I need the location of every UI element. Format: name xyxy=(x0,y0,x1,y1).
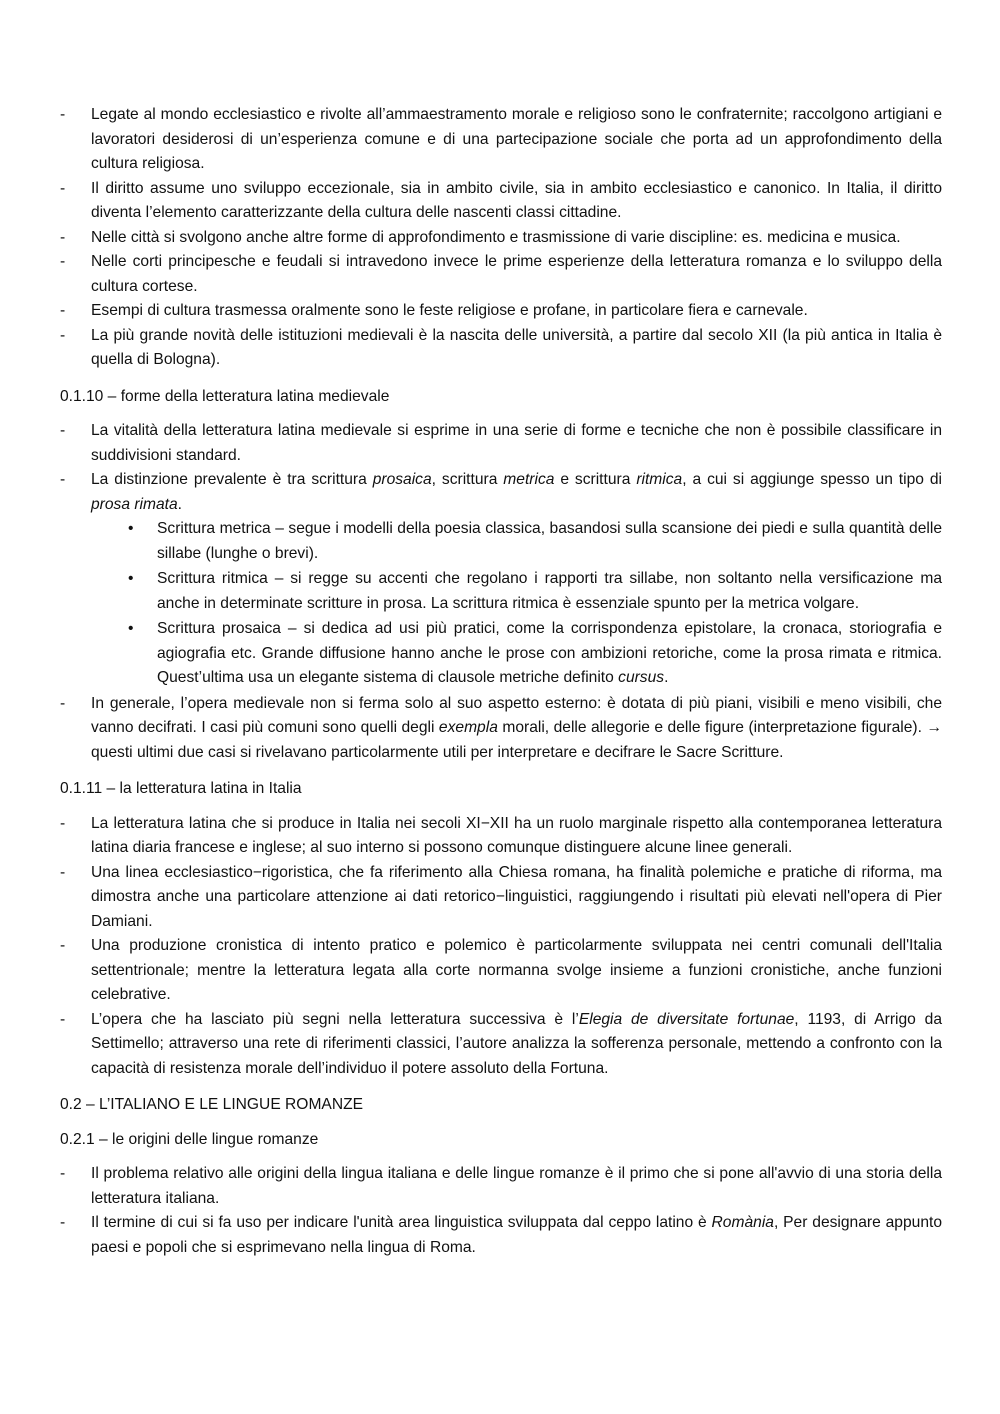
text-segment: , 1193, di Arrigo da Settimello; attraverso una rete di riferimenti classici, l’autore analizza la sofferenza personale, mettendo a confronto con la capacità di resistenza morale dell’individuo il potere assoluto della Fortuna. xyxy=(91,1010,942,1077)
text-segment: . xyxy=(177,495,183,513)
list-item-confraternite: - Legate al mondo ecclesiastico e rivolte all’ammaestramento morale e religioso sono le confraternite; raccolgono artigiani e lavoratori desiderosi di un’esperienza comune e di una partecipazione sociale che porta ad un approfondimento della cultura religiosa. xyxy=(60,103,942,177)
list-item-citta: - Nelle città si svolgono anche altre forme di approfondimento e trasmissione di varie discipline: es. medicina e musica. xyxy=(60,226,942,251)
italic-term: ritmica xyxy=(636,471,683,488)
list-item-romania xyxy=(60,1211,942,1260)
bullet-item-metrica: • Scrittura metrica – segue i modelli della poesia classica, basandosi sulla scansione dei piedi e sulla quantità delle sillabe (lunghe o brevi). xyxy=(91,517,942,566)
italic-term: Romània xyxy=(711,1214,774,1231)
italic-title: Elegia de diversitate fortunae xyxy=(578,1010,795,1028)
text-segment: e scrittura xyxy=(554,471,637,488)
list-item-diritto: - Il diritto assume uno sviluppo eccezionale, sia in ambito civile, sia in ambito ecclesiastico e canonico. In Italia, il diritto diventa l’elemento caratterizzante della cultura delle nascenti classi cittadine. xyxy=(60,177,942,226)
list-item-elegia xyxy=(60,1008,942,1082)
list-forme-letteratura xyxy=(60,419,942,765)
italic-term: cursus xyxy=(618,669,665,686)
text-segment: , scrittura xyxy=(431,471,504,488)
list-item-corti: - Nelle corti principesche e feudali si intravedono invece le prime esperienze della letteratura romanza e lo sviluppo della cultura cortese. xyxy=(60,250,942,299)
text-segment: , Per designare appunto paesi e popoli che si esprimevano nella lingua di Roma. xyxy=(91,1214,943,1256)
text-segment: morali, delle allegorie e delle figure (interpretazione figurale). → questi ultimi due casi si rivelavano particolarmente utili per interpretare e decifrare le Sacre Scritture. xyxy=(91,719,942,761)
list-item-distinzione xyxy=(60,468,942,691)
italic-term: metrica xyxy=(503,471,555,488)
list-item-produzione-cronistica: - Una produzione cronistica di intento pratico e polemico è particolarmente sviluppata nei centri comunali dell'Italia settentrionale; mentre la letteratura legata alla corte normanna svolge insieme a funzioni cronistiche, anche funzioni celebrative. xyxy=(60,934,942,1008)
list-letteratura-italia xyxy=(60,812,942,1082)
list-item-cultura-orale: - Esempi di cultura trasmessa oralmente sono le feste religiose e profane, in particolare fiera e carnevale. xyxy=(60,299,942,324)
list-origini-lingue xyxy=(60,1162,942,1260)
list-item-opera-medievale xyxy=(60,692,942,766)
bullet-list-scritture xyxy=(91,517,942,691)
bullet-item-ritmica: • Scrittura ritmica – si regge su accenti che regolano i rapporti tra sillabe, non soltanto nella versificazione ma anche in determinate scritture in prosa. La scrittura ritmica è essenziale spunto per la metrica volgare. xyxy=(91,567,942,616)
text-segment: . xyxy=(664,669,669,686)
text-segment: In generale, l’opera medievale non si ferma solo al suo aspetto esterno: è dotata di più piani, visibili e meno visibili, che vanno decifrati. I casi più comuni sono quelli degli xyxy=(91,694,942,736)
list-item-linea-ecclesiastica: - Una linea ecclesiastico−rigoristica, che fa riferimento alla Chiesa romana, ha finalità polemiche e pratiche di riforma, ma dimostra anche una particolare attenzione ai dati retorico−linguistici, raggiungendo i risultati più elevati nell'opera di Pier Damiani. xyxy=(60,861,942,935)
section-heading-0-2-1: 0.2.1 – le origini delle lingue romanze xyxy=(60,1130,319,1148)
section-heading-0-2: 0.2 – L’ITALIANO E LE LINGUE ROMANZE xyxy=(60,1096,364,1113)
text-segment: Il termine di cui si fa uso per indicare l'unità area linguistica sviluppata dal ceppo latino è xyxy=(91,1214,712,1231)
list-culture xyxy=(60,103,942,373)
list-item-vitalita: - La vitalità della letteratura latina medievale si esprime in una serie di forme e tecniche che non è possibile classificare in suddivisioni standard. xyxy=(60,419,942,468)
bullet-item-prosaica xyxy=(91,617,942,691)
text-segment: La distinzione prevalente è tra scrittura xyxy=(91,471,373,488)
text-segment: L’opera che ha lasciato più segni nella letteratura successiva è l’ xyxy=(91,1010,579,1028)
list-item-problema-origini: - Il problema relativo alle origini della lingua italiana e delle lingue romanze è il primo che si pone all'avvio di una storia della letteratura italiana. xyxy=(60,1162,942,1211)
section-heading-0-1-11: 0.1.11 – la letteratura latina in Italia xyxy=(60,780,302,797)
list-item-universita: - La più grande novità delle istituzioni medievali è la nascita delle università, a partire dal secolo XII (la più antica in Italia è quella di Bologna). xyxy=(60,324,942,373)
document-page xyxy=(60,103,942,1260)
italic-term: prosaica xyxy=(372,471,432,488)
text-segment: , a cui si aggiunge spesso un tipo di xyxy=(682,471,943,488)
section-heading-0-1-10: 0.1.10 – forme della letteratura latina medievale xyxy=(60,387,390,405)
italic-term: exempla xyxy=(438,719,498,736)
list-item-ruolo-marginale: - La letteratura latina che si produce in Italia nei secoli XI−XII ha un ruolo marginale rispetto alla contemporanea letteratura latina diaria francese e inglese; al suo interno si possono comunque distinguere alcune linee generali. xyxy=(60,812,942,861)
text-segment: Scrittura prosaica – si dedica ad usi più pratici, come la corrispondenza epistolare, la cronaca, storiografia e agiografia etc. Grande diffusione hanno anche le prose con ambizioni retoriche, come la prosa rimata e ritmica. Quest’ultima usa un elegante sistema di clausole metriche definito xyxy=(157,620,942,686)
italic-term: prosa rimata xyxy=(91,495,178,513)
